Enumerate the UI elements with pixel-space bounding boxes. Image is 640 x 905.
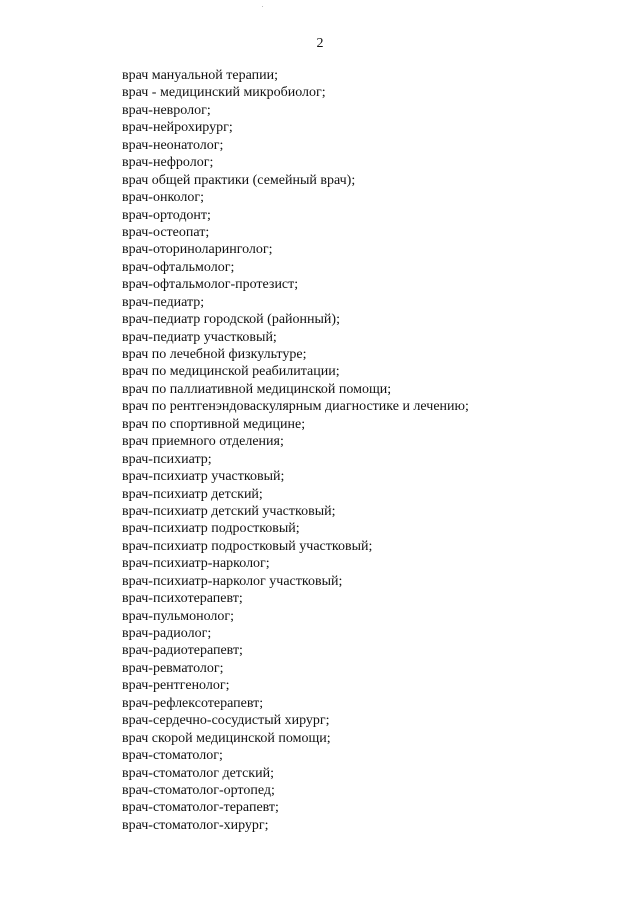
list-item: врач-рефлексотерапевт; — [122, 695, 264, 711]
list-item: врач-психиатр участковый; — [122, 469, 285, 485]
list-item: врач-ортодонт; — [122, 207, 211, 223]
list-item: врач-психотерапевт; — [122, 591, 243, 607]
list-item: врач-психиатр подростковый; — [122, 521, 300, 537]
list-item: врач-стоматолог-терапевт; — [122, 800, 279, 816]
list-item: врач-психиатр-нарколог участковый; — [122, 573, 343, 589]
scan-speck — [262, 6, 263, 7]
list-item: врач-стоматолог детский; — [122, 765, 274, 781]
list-item: врач-психиатр детский участковый; — [122, 503, 336, 519]
list-item: врач-стоматолог-хирург; — [122, 817, 269, 833]
list-item: врач-офтальмолог-протезист; — [122, 277, 299, 293]
list-item: врач - медицинский микробиолог; — [122, 85, 326, 101]
list-item: врач-нефролог; — [122, 155, 214, 171]
list-item: врач-радиолог; — [122, 626, 212, 641]
list-item: врач мануальной терапии; — [122, 68, 279, 83]
list-item: врач приемного отделения; — [122, 434, 284, 450]
list-item: врач-рентгенолог; — [122, 678, 230, 694]
list-item: врач по рентгенэндоваскулярным диагностике и лечению; — [122, 399, 469, 415]
list-item: врач-стоматолог-ортопед; — [122, 782, 275, 798]
list-item: врач по лечебной физкультуре; — [122, 347, 307, 362]
list-item: врач-невролог; — [122, 102, 211, 118]
list-item: врач-психиатр подростковый участковый; — [122, 538, 373, 554]
specialty-list — [122, 67, 469, 834]
list-item: врач-офтальмолог; — [122, 259, 235, 275]
list-item: врач-психиатр; — [122, 451, 212, 467]
list-item: врач по спортивной медицине; — [122, 416, 306, 432]
list-item: врач скорой медицинской помощи; — [122, 730, 331, 746]
list-item: врач-оториноларинголог; — [122, 242, 273, 258]
list-item: врач-пульмонолог; — [122, 608, 234, 624]
list-item: врач-нейрохирург; — [122, 120, 233, 136]
list-item: врач-ревматолог; — [122, 660, 224, 676]
list-item: врач-неонатолог; — [122, 137, 224, 153]
list-item: врач-психиатр-нарколог; — [122, 556, 270, 572]
list-item: врач общей практики (семейный врач); — [122, 172, 356, 188]
list-item: врач-психиатр детский; — [122, 486, 263, 502]
list-item: врач-остеопат; — [122, 224, 210, 240]
list-item: врач по медицинской реабилитации; — [122, 364, 340, 380]
list-item: врач-сердечно-сосудистый хирург; — [122, 713, 330, 729]
list-item: врач-педиатр городской (районный); — [122, 312, 340, 328]
list-item: врач-радиотерапевт; — [122, 643, 243, 659]
list-item: врач-стоматолог; — [122, 748, 223, 764]
list-item: врач по паллиативной медицинской помощи; — [122, 381, 392, 397]
page-number: 2 — [316, 36, 324, 51]
list-item: врач-педиатр участковый; — [122, 329, 277, 345]
list-item: врач-педиатр; — [122, 294, 205, 310]
list-item: врач-онколог; — [122, 190, 204, 206]
